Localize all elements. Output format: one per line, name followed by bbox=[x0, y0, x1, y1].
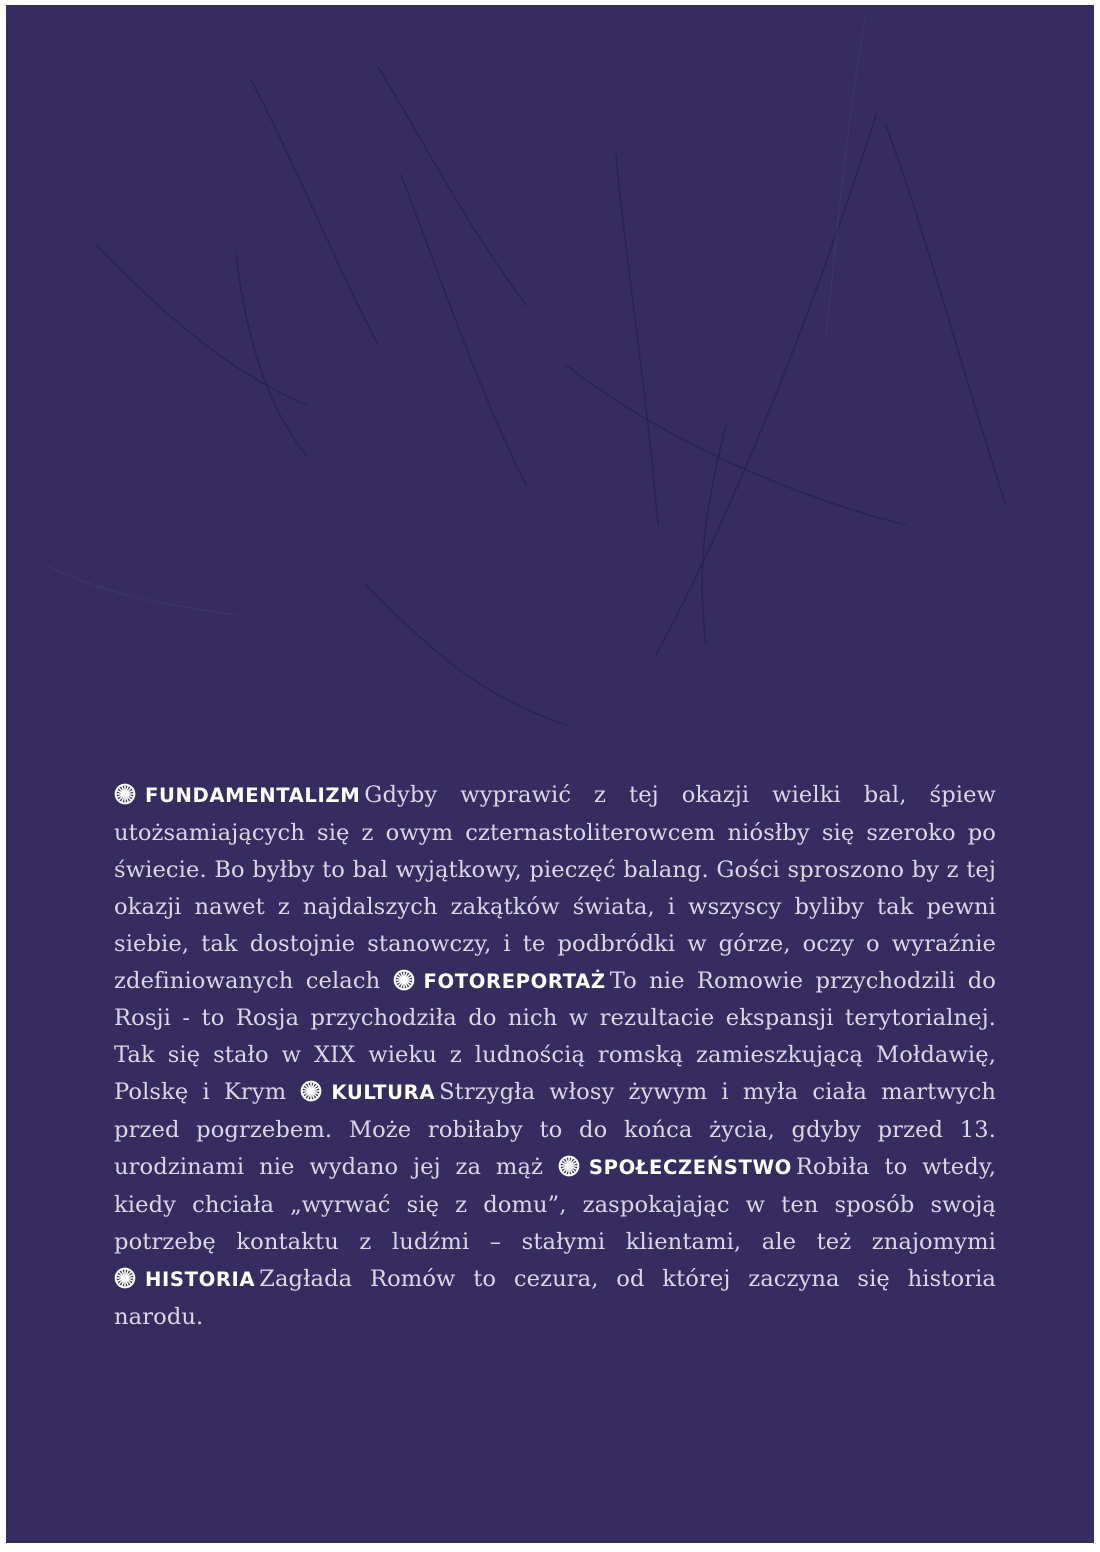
blurb-section-historia bbox=[114, 1266, 259, 1292]
section-heading: FOTOREPORTAŻ bbox=[423, 969, 606, 993]
wheel-icon bbox=[114, 1267, 136, 1289]
wheel-icon bbox=[558, 1155, 580, 1177]
section-heading: SPOŁECZEŃSTWO bbox=[588, 1156, 792, 1180]
blurb-section-fotoreportaz bbox=[393, 968, 610, 994]
wheel-icon bbox=[393, 969, 415, 991]
section-heading: FUNDAMENTALIZM bbox=[145, 784, 361, 807]
section-text: Strzygła włosy żywym i myła ciała martwych przed pogrzebem. Może robiłaby to do końca życia, gdyby przed 13. urodzinami nie wydano jej za mąż bbox=[114, 1079, 997, 1181]
section-text: To nie Romowie przychodzili do Rosji - to Rosja przychodziła do nich w rezultacie ekspansji terytorialnej. Tak się stało w XIX wieku z ludnością romską zamieszkującą Mołdawię, Polskę i Krym bbox=[114, 967, 996, 1106]
cover-blurb bbox=[114, 777, 996, 1336]
wheel-icon bbox=[300, 1080, 322, 1102]
section-text: Zagłada Romów to cezura, od której zaczyna się historia narodu. bbox=[114, 1265, 996, 1330]
back-cover bbox=[6, 5, 1094, 1543]
section-text: Gdyby wyprawić z tej okazji wielki bal, śpiew utożsamiających się z owym czternastoliterowcem niósłby się szeroko po świecie. Bo byłby to bal wyjątkowy, pieczęć balang. Gości sproszono by z tej okazji nawet z najdalszych zakątków świata, i wszyscy byliby tak pewni siebie, tak dostojnie stanowczy, i te podbródki w górze, oczy o wyraźnie zdefiniowanych celach bbox=[114, 782, 996, 994]
blurb-section-kultura bbox=[300, 1079, 439, 1105]
blurb-section-spoleczenstwo bbox=[558, 1154, 796, 1180]
section-heading: HISTORIA bbox=[145, 1267, 256, 1291]
blurb-section-fundamentalizm bbox=[114, 782, 364, 808]
wheel-icon bbox=[114, 783, 136, 805]
section-heading: KULTURA bbox=[331, 1081, 436, 1105]
section-text: Robiła to wtedy, kiedy chciała „wyrwać się z domu”, zaspokajając w ten sposób swoją potrzebę kontaktu z ludźmi – stałymi klientami, ale też znajomymi bbox=[114, 1154, 996, 1255]
